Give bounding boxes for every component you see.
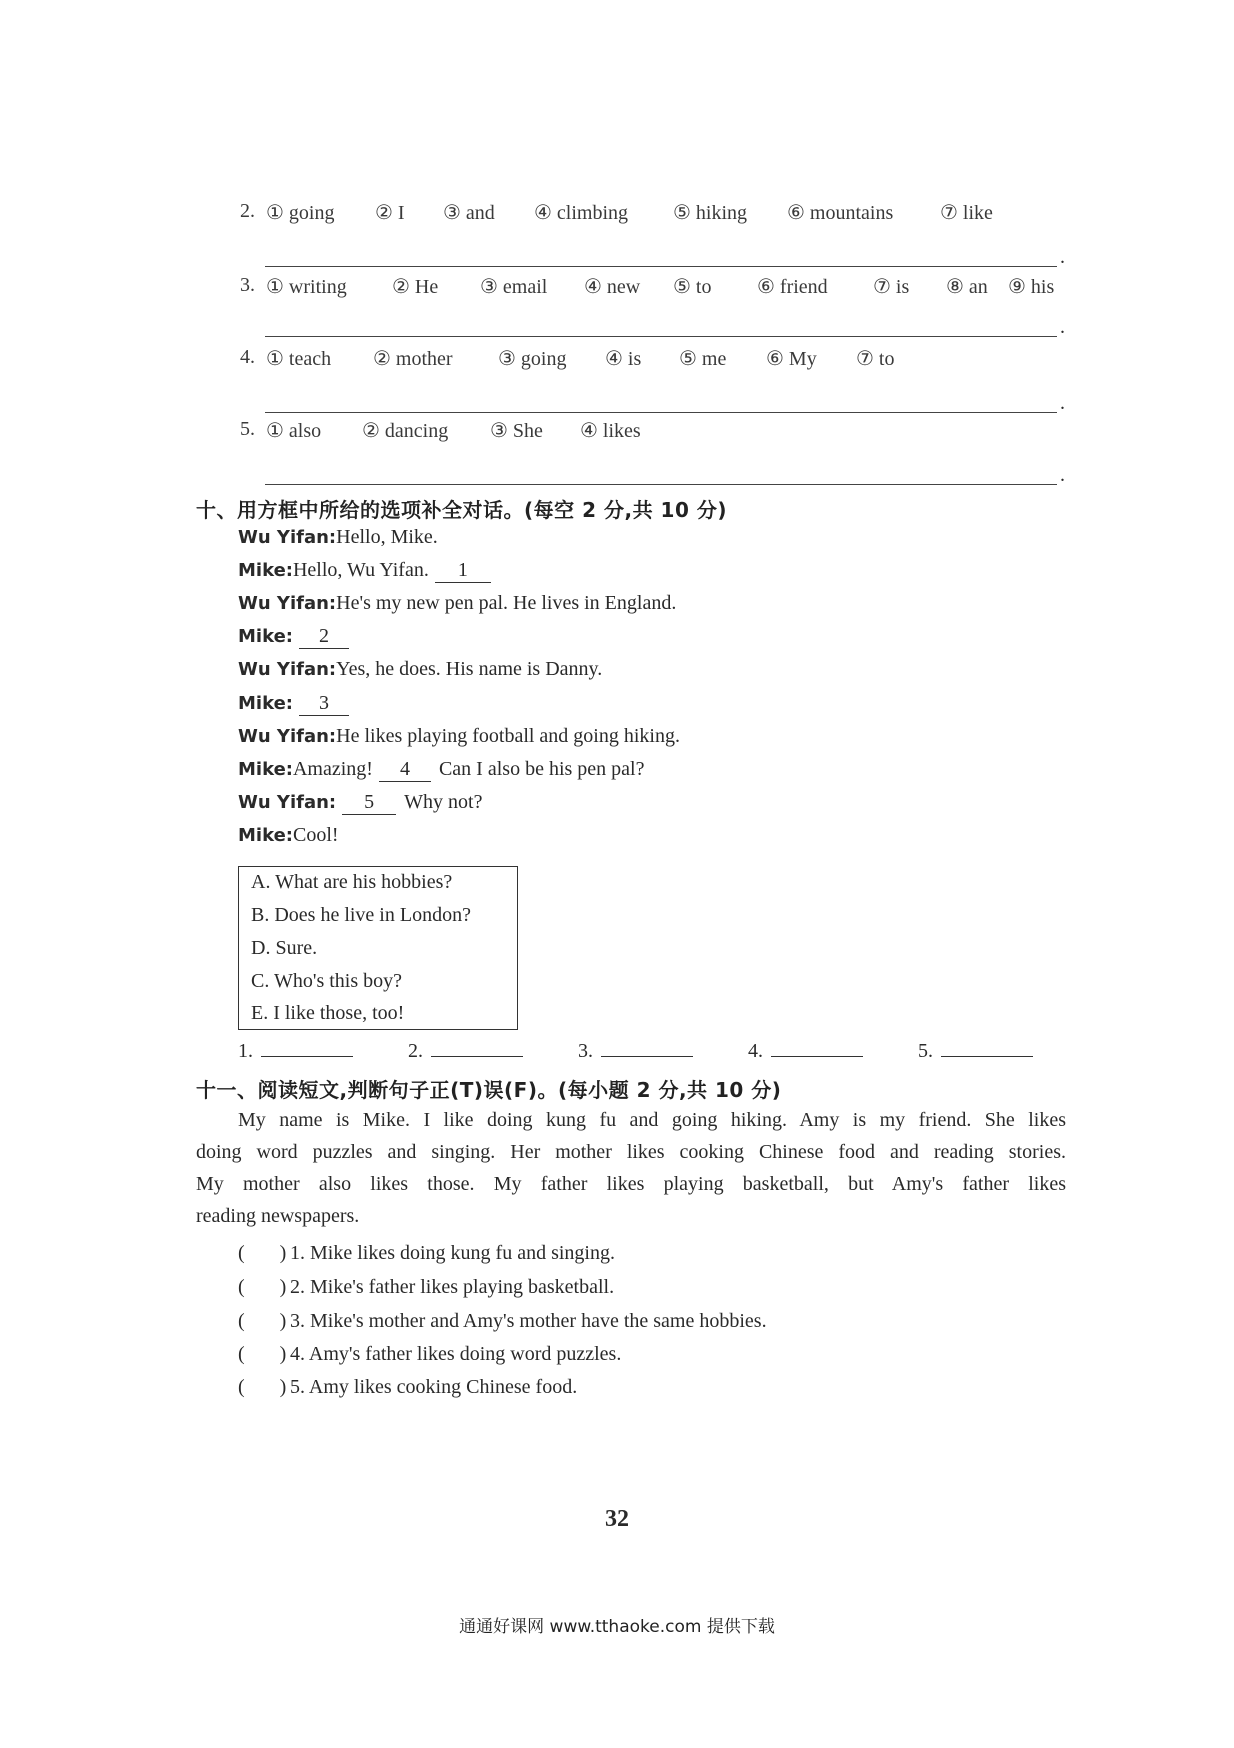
option-a: A. What are his hobbies? xyxy=(251,871,453,893)
blank-4[interactable]: 4 xyxy=(379,758,431,782)
dialogue-line-1 xyxy=(238,526,438,549)
word-option: ③ and xyxy=(443,202,495,224)
statement: 4. Amy's father likes doing word puzzles. xyxy=(290,1343,622,1365)
speaker: Wu Yifan: xyxy=(238,792,337,813)
speaker: Wu Yifan: xyxy=(238,659,337,680)
passage-line: doing word puzzles and singing. Her mother likes cooking Chinese food and reading stories. xyxy=(196,1141,1066,1163)
dialogue-text: Yes, he does. His name is Danny. xyxy=(336,658,603,680)
word-option: ③ going xyxy=(498,348,567,370)
option-e: E. I like those, too! xyxy=(251,1002,405,1024)
word-option: ② dancing xyxy=(362,420,449,442)
dialogue-text: Amazing! xyxy=(292,758,373,780)
blank-5[interactable]: 5 xyxy=(342,791,396,815)
speaker: Wu Yifan: xyxy=(238,593,337,614)
word-option: ⑥ friend xyxy=(757,276,828,298)
answer-slot-5[interactable] xyxy=(918,1038,1033,1063)
period-mark: . xyxy=(1060,464,1065,486)
tf-item-2 xyxy=(238,1276,614,1299)
answer-number: 4. xyxy=(748,1040,763,1062)
option-b: B. Does he live in London? xyxy=(251,904,471,926)
answer-line[interactable] xyxy=(601,1038,693,1057)
dialogue-text: Hello, Wu Yifan. xyxy=(292,559,429,581)
answer-slot-2[interactable] xyxy=(408,1038,523,1063)
word-option: ④ climbing xyxy=(534,202,629,224)
word-option: ⑤ to xyxy=(673,276,712,298)
blank-1[interactable]: 1 xyxy=(435,559,491,583)
option-d: D. Sure. xyxy=(251,937,318,959)
answer-paren[interactable]: ( ) xyxy=(238,1343,287,1365)
statement: 5. Amy likes cooking Chinese food. xyxy=(290,1376,578,1398)
word-option: ⑨ his xyxy=(1008,276,1055,298)
speaker: Mike: xyxy=(238,759,293,780)
answer-paren[interactable]: ( ) xyxy=(238,1376,287,1398)
word-option: ⑥ My xyxy=(766,348,817,370)
dialogue-line-10 xyxy=(238,824,339,847)
item-number: 2. xyxy=(240,200,255,222)
tf-item-5 xyxy=(238,1376,577,1399)
item-number: 5. xyxy=(240,418,255,440)
blank-3[interactable]: 3 xyxy=(299,692,349,716)
word-option: ⑦ to xyxy=(856,348,895,370)
dialogue-text: Why not? xyxy=(404,791,483,813)
dialogue-line-8 xyxy=(238,758,644,782)
reading-passage xyxy=(196,1104,1066,1232)
dialogue-line-3 xyxy=(238,592,676,615)
options-box xyxy=(238,866,518,1030)
word-option: ⑦ like xyxy=(940,202,993,224)
speaker: Mike: xyxy=(238,693,293,714)
word-option: ⑦ is xyxy=(873,276,910,298)
dialogue-line-7 xyxy=(238,725,680,748)
dialogue-line-9 xyxy=(238,791,482,815)
dialogue-line-4 xyxy=(238,625,349,649)
answer-line[interactable] xyxy=(265,412,1057,413)
answer-line[interactable] xyxy=(261,1038,353,1057)
answer-line[interactable] xyxy=(941,1038,1033,1057)
item-number: 4. xyxy=(240,346,255,368)
word-option: ③ email xyxy=(480,276,548,298)
word-option: ⑤ hiking xyxy=(673,202,748,224)
section-11-title: 十一、阅读短文,判断句子正(T)误(F)。(每小题 2 分,共 10 分) xyxy=(196,1078,782,1102)
word-option: ② I xyxy=(375,202,405,224)
item-number: 3. xyxy=(240,274,255,296)
answer-number: 2. xyxy=(408,1040,423,1062)
answer-slot-4[interactable] xyxy=(748,1038,863,1063)
word-option: ⑤ me xyxy=(679,348,727,370)
word-option: ④ new xyxy=(584,276,641,298)
passage-line: My name is Mike. I like doing kung fu and going hiking. Amy is my friend. She likes xyxy=(238,1109,1066,1131)
word-option: ② mother xyxy=(373,348,453,370)
period-mark: . xyxy=(1060,392,1065,414)
blank-2[interactable]: 2 xyxy=(299,625,349,649)
statement: 2. Mike's father likes playing basketball. xyxy=(290,1276,615,1298)
speaker: Mike: xyxy=(238,560,293,581)
dialogue-text: Hello, Mike. xyxy=(336,526,438,548)
statement: 1. Mike likes doing kung fu and singing. xyxy=(290,1242,615,1264)
page-number: 32 xyxy=(605,1506,629,1532)
speaker: Wu Yifan: xyxy=(238,726,337,747)
answer-paren[interactable]: ( ) xyxy=(238,1310,287,1332)
passage-line: reading newspapers. xyxy=(196,1205,360,1227)
period-mark: . xyxy=(1060,316,1065,338)
answer-number: 3. xyxy=(578,1040,593,1062)
dialogue-text: He's my new pen pal. He lives in England. xyxy=(336,592,677,614)
word-option: ① going xyxy=(266,202,335,224)
answer-slot-1[interactable] xyxy=(238,1038,353,1063)
option-c: C. Who's this boy? xyxy=(251,970,403,992)
speaker: Mike: xyxy=(238,825,293,846)
word-option: ① also xyxy=(266,420,322,442)
word-option: ⑥ mountains xyxy=(787,202,894,224)
word-option: ③ She xyxy=(490,420,543,442)
answer-slot-3[interactable] xyxy=(578,1038,693,1063)
dialogue-text: Can I also be his pen pal? xyxy=(438,758,645,780)
period-mark: . xyxy=(1060,246,1065,268)
speaker: Mike: xyxy=(238,626,293,647)
statement: 3. Mike's mother and Amy's mother have the same hobbies. xyxy=(290,1310,767,1332)
tf-item-1 xyxy=(238,1242,615,1265)
word-option: ⑧ an xyxy=(946,276,988,298)
answer-number: 1. xyxy=(238,1040,253,1062)
word-option: ① writing xyxy=(266,276,347,298)
dialogue-line-2 xyxy=(238,559,491,583)
answer-line[interactable] xyxy=(265,266,1057,267)
answer-paren[interactable]: ( ) xyxy=(238,1242,287,1264)
word-option: ④ is xyxy=(605,348,642,370)
answer-paren[interactable]: ( ) xyxy=(238,1276,287,1298)
answer-number: 5. xyxy=(918,1040,933,1062)
dialogue-line-5 xyxy=(238,658,602,681)
dialogue-text: He likes playing football and going hiking. xyxy=(336,725,680,747)
word-option: ④ likes xyxy=(580,420,641,442)
tf-item-3 xyxy=(238,1310,767,1333)
speaker: Wu Yifan: xyxy=(238,527,337,548)
dialogue-line-6 xyxy=(238,692,349,716)
passage-line: My mother also likes those. My father likes playing basketball, but Amy's father likes xyxy=(196,1173,1066,1195)
footer-text: 通通好课网 www.tthaoke.com 提供下载 xyxy=(459,1617,775,1637)
dialogue-text: Cool! xyxy=(292,824,339,846)
word-option: ② He xyxy=(392,276,439,298)
answer-line[interactable] xyxy=(265,336,1057,337)
tf-item-4 xyxy=(238,1343,621,1366)
section-10-title: 十、用方框中所给的选项补全对话。(每空 2 分,共 10 分) xyxy=(196,498,727,522)
word-option: ① teach xyxy=(266,348,332,370)
answer-line[interactable] xyxy=(771,1038,863,1057)
answer-line[interactable] xyxy=(431,1038,523,1057)
answer-line[interactable] xyxy=(265,484,1057,485)
